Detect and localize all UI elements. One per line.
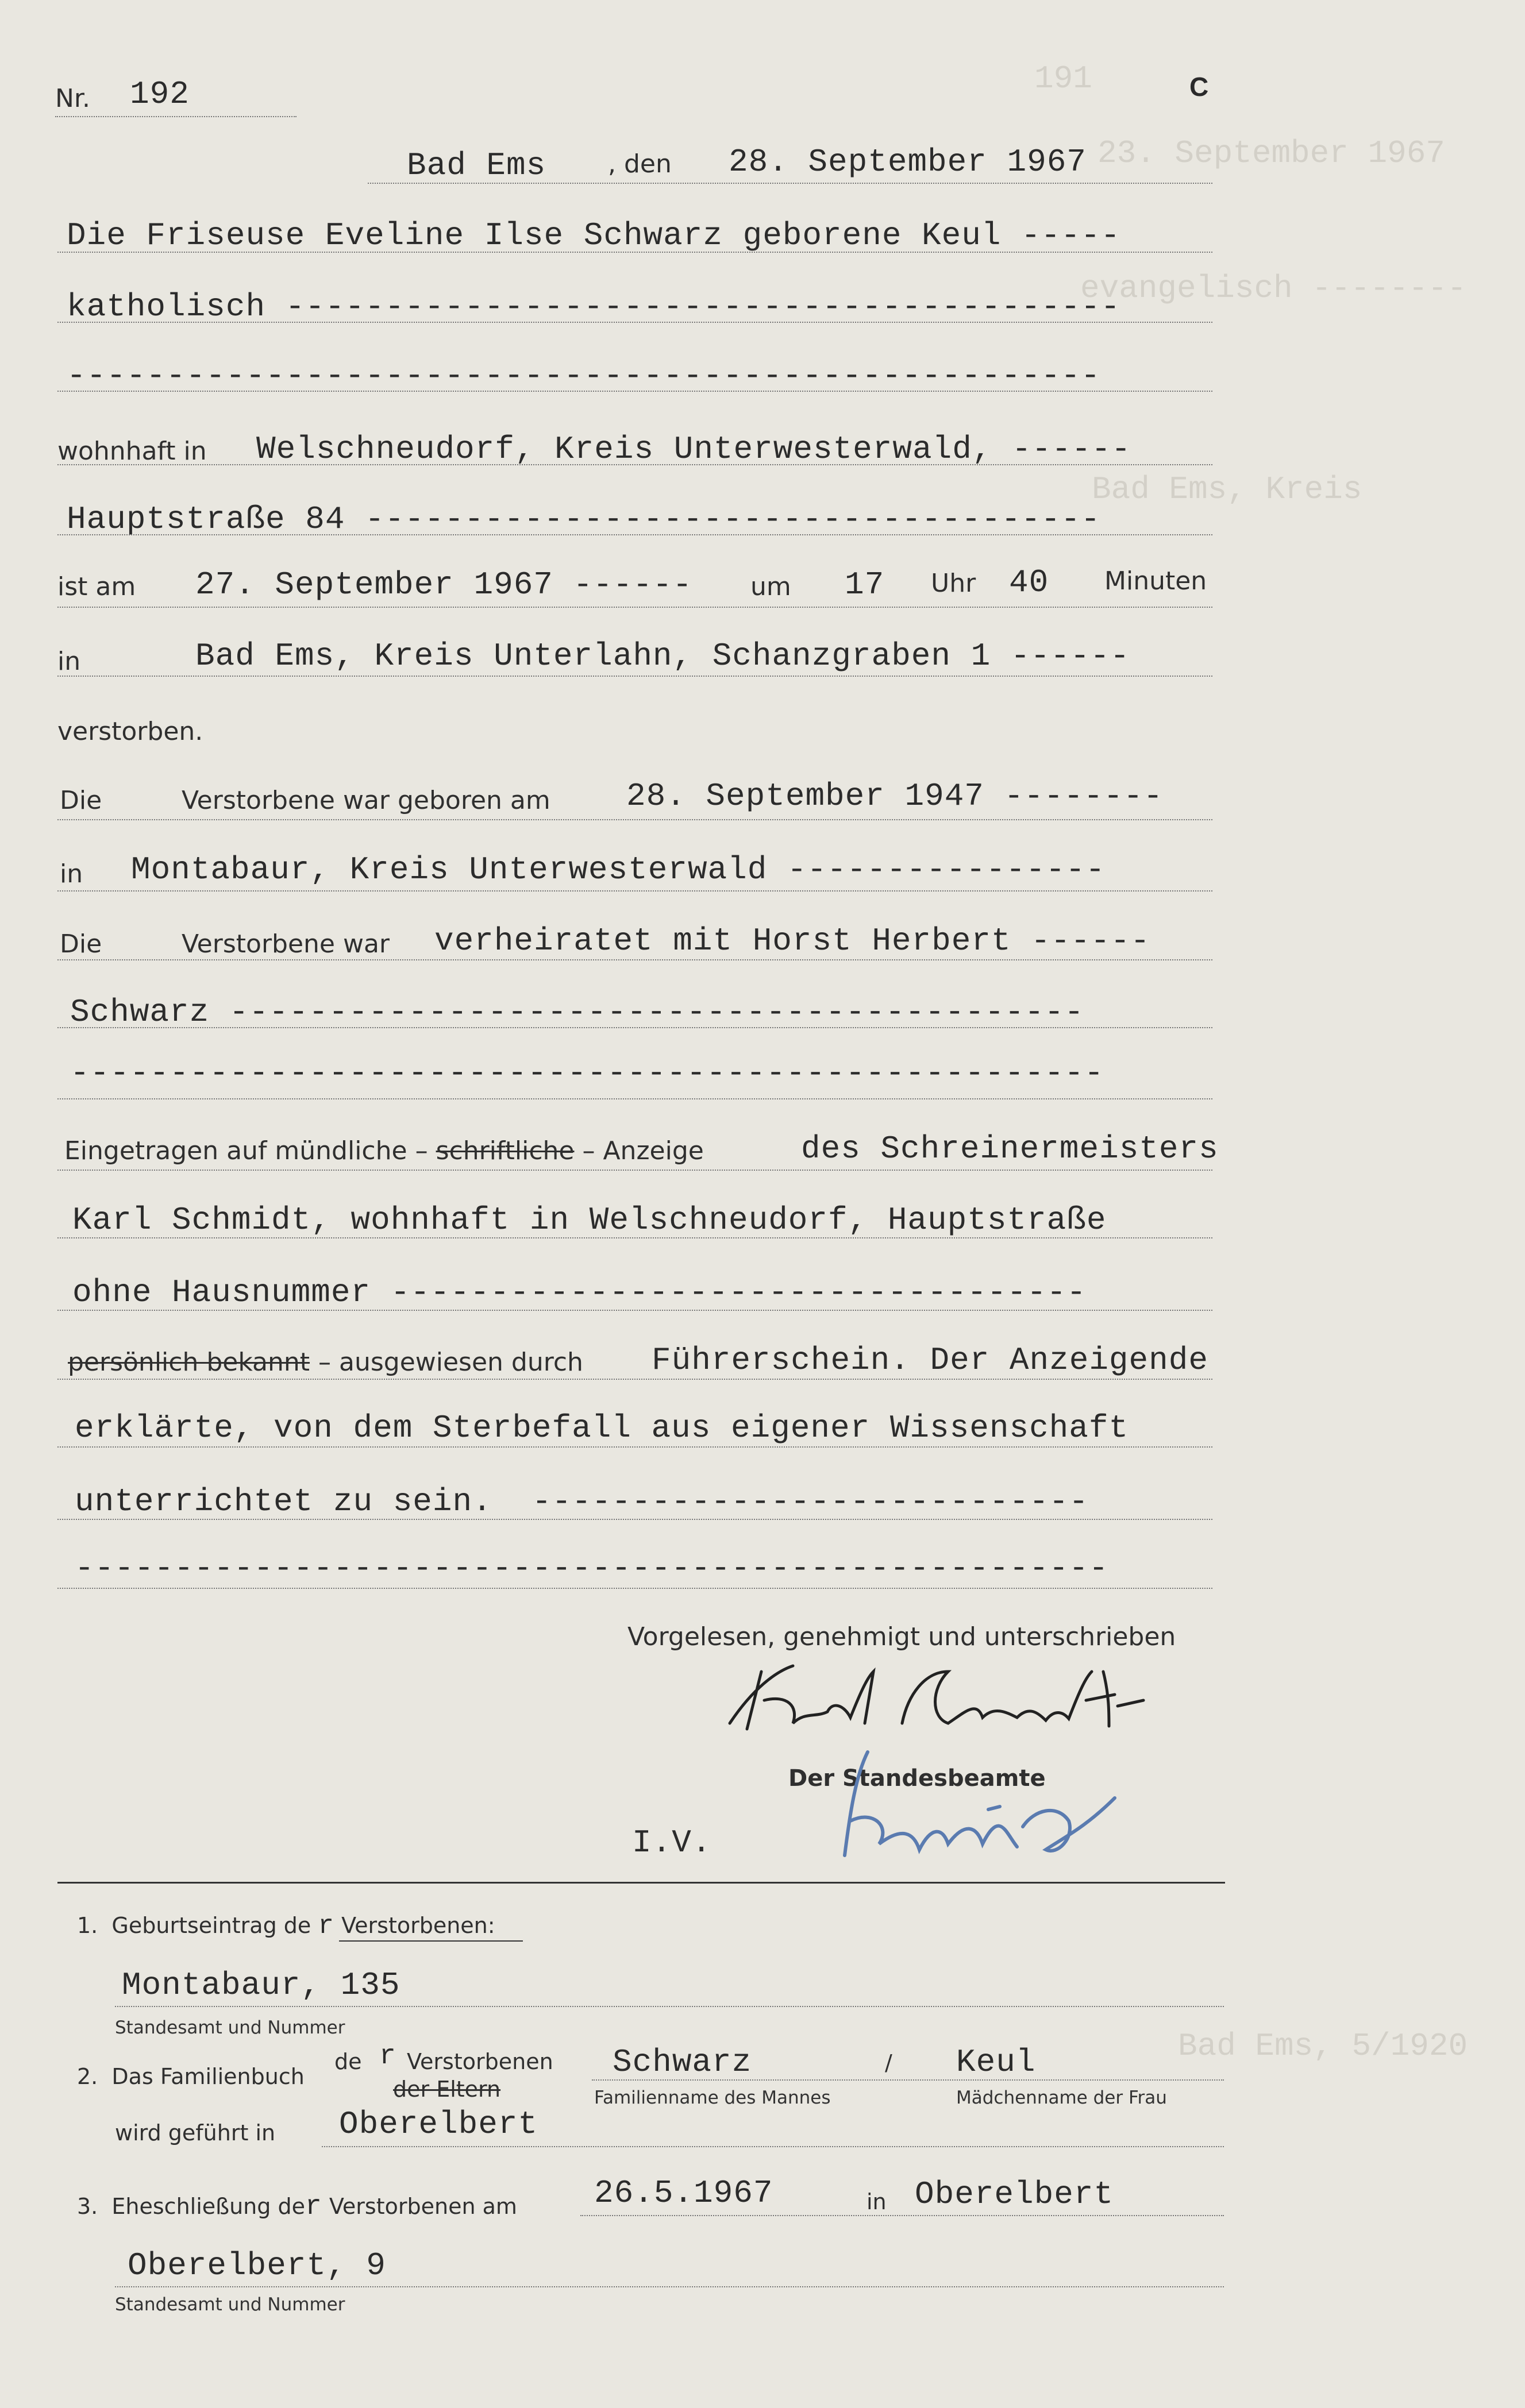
deceased-line-1: Die Friseuse Eveline Ilse Schwarz geborene Keul ----- [67, 217, 1121, 254]
death-hour: 17 [845, 566, 885, 603]
death-date: 27. September 1967 ------ [195, 566, 693, 603]
item2-gefuehrt-label: wird geführt in [115, 2120, 276, 2145]
rule [57, 819, 1212, 820]
rule [115, 2006, 1224, 2007]
wohnhaft-label: wohnhaft in [57, 437, 207, 466]
standesbeamte-label: Der Standesbeamte [788, 1765, 1046, 1792]
death-place: Bad Ems, Kreis Unterlahn, Schanzgraben 1 ------ [195, 638, 1130, 674]
report-line-5: erklärte, von dem Sterbefall aus eigener Wissenschaft [75, 1410, 1129, 1446]
rule [57, 1310, 1212, 1311]
wohnhaft-value: Welschneudorf, Kreis Unterwesterwald, ------ [256, 431, 1131, 468]
rule [57, 607, 1212, 608]
minuten-label: Minuten [1104, 566, 1207, 596]
birth-die-label: Die [60, 786, 102, 815]
rule [592, 2079, 1224, 2081]
section-divider [57, 1882, 1225, 1884]
item3-place: Oberelbert [915, 2176, 1114, 2213]
nr-underline [55, 116, 296, 117]
rule [580, 2215, 1224, 2216]
rule [57, 1170, 1212, 1171]
corner-letter: C [1189, 72, 1209, 102]
rule [57, 676, 1212, 677]
item2-eltern-struck: der Eltern [393, 2077, 501, 2102]
rule [57, 959, 1212, 960]
marriage-die-label: Die [60, 929, 102, 959]
rule [57, 1098, 1212, 1099]
report-value: des Schreinermeisters [801, 1130, 1219, 1167]
filler-line: ---------------------------------------------------- [67, 357, 1101, 394]
in-label: in [57, 647, 81, 676]
rule [115, 2286, 1224, 2287]
ausgewiesen-label: – ausgewiesen durch [318, 1348, 583, 1377]
show-through-text: evangelisch -------- [1080, 270, 1467, 307]
death-minutes: 40 [1009, 564, 1049, 601]
marriage-line-3: ---------------------------------------------------- [70, 1055, 1104, 1091]
ausgewiesen-value: Führerschein. Der Anzeigende [652, 1342, 1208, 1379]
item3-in-label: in [867, 2189, 887, 2214]
place: Bad Ems [407, 147, 546, 184]
birth-label: Verstorbene war geboren am [182, 786, 550, 815]
birth-in-label: in [60, 859, 83, 889]
vorgelesen-text: Vorgelesen, genehmigt und unterschrieben [627, 1622, 1176, 1651]
item3-date: 26.5.1967 [594, 2175, 773, 2212]
marriage-value: verheiratet mit Horst Herbert ------ [434, 923, 1150, 959]
official-signature [816, 1741, 1143, 1873]
religion-line: katholisch ------------------------------------------ [67, 288, 1121, 325]
item3-label: 3. Eheschließung der Verstorbenen am [77, 2191, 517, 2222]
report-label: Eingetragen auf mündliche – schriftliche – Anzeige [64, 1136, 704, 1166]
report-line-3: ohne Hausnummer ----------------------------------- [72, 1274, 1087, 1311]
verstorben-label: verstorben. [57, 717, 203, 746]
item3-value: Oberelbert, 9 [128, 2247, 386, 2284]
show-through-text: Bad Ems, Kreis [1092, 471, 1362, 508]
rule [57, 252, 1212, 253]
marriage-label: Verstorbene war [182, 929, 390, 959]
den-label: , den [608, 149, 672, 179]
rule [322, 2146, 1224, 2147]
rule [57, 322, 1212, 323]
item2-r: r [379, 2041, 396, 2072]
rule [57, 1519, 1212, 1520]
item1-caption: Standesamt und Nummer [115, 2017, 345, 2038]
show-through-text: Bad Ems, 5/1920 [1178, 2028, 1468, 2064]
date-line [368, 183, 1212, 184]
birth-date: 28. September 1947 -------- [626, 778, 1164, 815]
marriage-line-2: Schwarz ------------------------------------------- [70, 994, 1084, 1031]
rule [57, 464, 1212, 465]
rule [57, 1027, 1212, 1028]
rule [57, 534, 1212, 535]
uhr-label: Uhr [931, 569, 976, 598]
item2-caption-husband: Familienname des Mannes [594, 2087, 831, 2108]
iv-label: I.V. [632, 1824, 712, 1861]
show-through-text: 191 [1034, 60, 1092, 97]
rule [57, 391, 1212, 392]
rule [57, 1446, 1212, 1448]
show-through-text: 23. September 1967 [1097, 135, 1445, 172]
ist-am-label: ist am [57, 572, 136, 601]
item2-place: Oberelbert [339, 2106, 538, 2143]
item1-value: Montabaur, 135 [122, 1967, 400, 2004]
nr-label: Nr. [55, 84, 90, 113]
rule [57, 1588, 1212, 1589]
rule [57, 890, 1212, 892]
item1-label: 1. Geburtseintrag de r Verstorbenen: [77, 1911, 495, 1941]
item2-slash: / [885, 2050, 892, 2075]
report-line-2: Karl Schmidt, wohnhaft in Welschneudorf, Hauptstraße [72, 1202, 1107, 1238]
signature-karl-schmidt [707, 1654, 1178, 1746]
item1-underline [339, 1940, 523, 1942]
item2-verstorbenen: Verstorbenen [407, 2049, 553, 2074]
document-date: 28. September 1967 [729, 144, 1087, 180]
um-label: um [750, 572, 791, 601]
report-line-6: unterrichtet zu sein. ---------------------------- [75, 1483, 1089, 1520]
rule [57, 1379, 1212, 1380]
item2-de: de [334, 2049, 362, 2074]
persoenlich-bekannt-struck: persönlich bekannt [68, 1348, 310, 1377]
rule [57, 1237, 1212, 1238]
report-line-7: ---------------------------------------------------- [75, 1550, 1109, 1587]
address-line: Hauptstraße 84 ------------------------------------- [67, 501, 1101, 538]
birth-place: Montabaur, Kreis Unterwesterwald ---------------- [131, 851, 1106, 888]
item2-caption-wife: Mädchenname der Frau [956, 2087, 1167, 2108]
item2-wife-name: Keul [956, 2044, 1036, 2081]
item2-label: 2. Das Familienbuch [77, 2064, 305, 2089]
item2-husband-name: Schwarz [613, 2044, 752, 2081]
item3-caption: Standesamt und Nummer [115, 2294, 345, 2315]
nr-value: 192 [130, 76, 190, 113]
